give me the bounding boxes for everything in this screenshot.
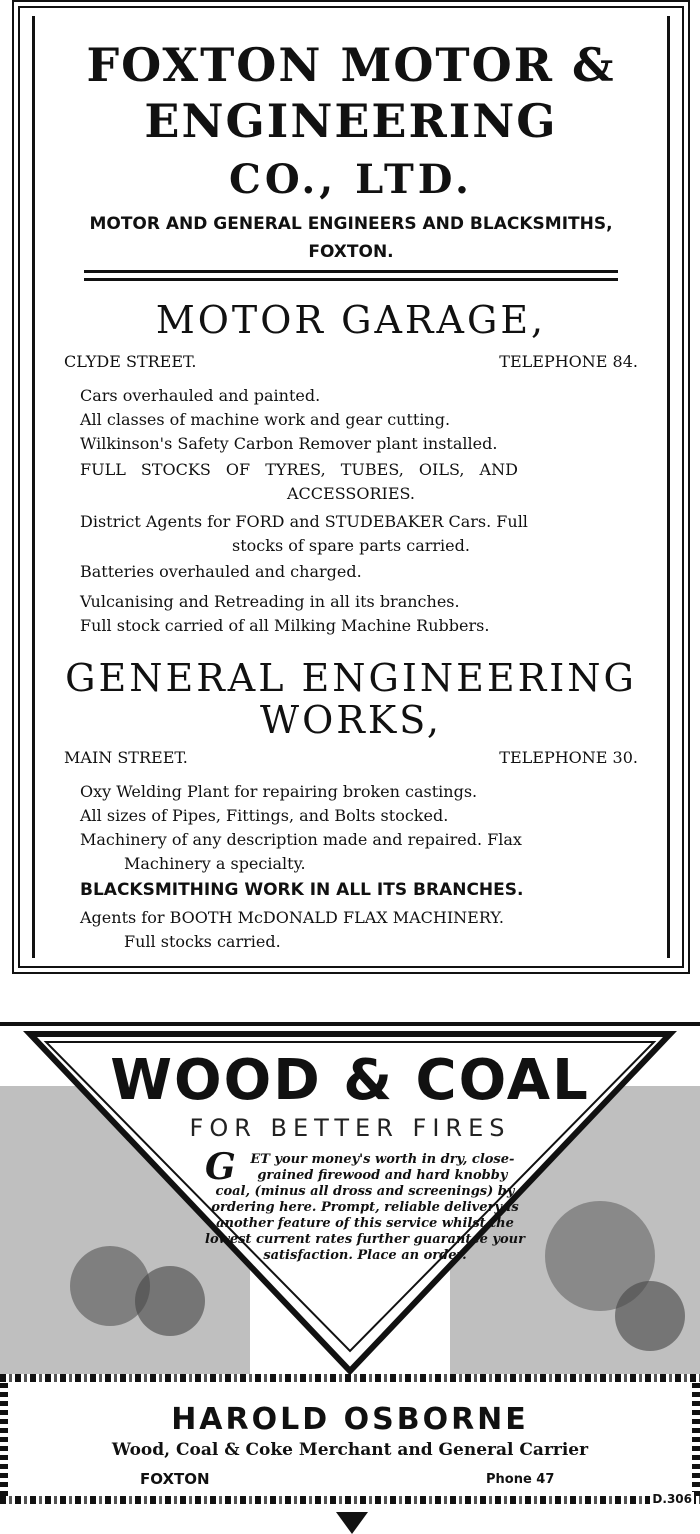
wood-coal-body-text: ET your money's worth in dry, close-grained firewood and hard knobby coal, (minus all dross and screenings) by ordering here. Prompt, reliable delivery is another feature of this service whilst the lowest current rates further guarantee your satisfaction. Place an order. — [205, 1152, 525, 1263]
garage-line: Vulcanising and Retreading in all its branches. — [80, 592, 460, 611]
works-street: MAIN STREET. — [64, 748, 188, 767]
garage-line: Cars overhauled and painted. — [80, 386, 321, 405]
garage-line: All classes of machine work and gear cutting. — [80, 410, 451, 429]
garage-telephone: TELEPHONE 84. — [499, 352, 638, 371]
merchant-name: HAROLD OSBORNE — [171, 1402, 529, 1437]
garage-line: Full stock carried of all Milking Machine Rubbers. — [80, 616, 490, 635]
decorative-band — [0, 1496, 700, 1504]
works-heading-line1: GENERAL ENGINEERING — [65, 656, 637, 700]
merchant-place: FOXTON — [140, 1470, 210, 1488]
motor-engineering-ad — [18, 6, 684, 968]
works-line: Machinery of any description made and repaired. Flax — [80, 830, 522, 849]
wood-coal-body — [205, 1146, 525, 1264]
divider — [84, 270, 618, 273]
garage-address-row — [64, 352, 638, 371]
ad-title-line3: CO., LTD. — [229, 156, 473, 203]
garage-heading: MOTOR GARAGE, — [155, 298, 547, 342]
ad-title-line2: ENGINEERING — [144, 94, 558, 148]
ad-subtitle-line2: FOXTON. — [308, 242, 394, 262]
garage-line: Wilkinson's Safety Carbon Remover plant installed. — [80, 434, 498, 453]
garage-street: CLYDE STREET. — [64, 352, 197, 371]
decorative-side — [692, 1382, 700, 1496]
works-line: All sizes of Pipes, Fittings, and Bolts stocked. — [80, 806, 449, 825]
wood-coal-ad — [0, 1022, 700, 1506]
merchant-description: Wood, Coal & Coke Merchant and General Carrier — [111, 1440, 589, 1460]
garage-line: stocks of spare parts carried. — [232, 536, 470, 555]
garage-line: District Agents for FORD and STUDEBAKER Cars. Full — [80, 512, 528, 531]
ad-subtitle-line1: MOTOR AND GENERAL ENGINEERS AND BLACKSMITHS, — [89, 214, 613, 234]
divider — [84, 278, 618, 281]
garage-line: Batteries overhauled and charged. — [80, 562, 362, 581]
ad-code: D.306 — [652, 1492, 692, 1506]
works-heading-line2: WORKS, — [260, 698, 442, 742]
merchant-phone: Phone 47 — [486, 1472, 555, 1487]
garage-line: FULL STOCKS OF TYRES, TUBES, OILS, AND — [80, 460, 518, 479]
works-line: Full stocks carried. — [124, 932, 281, 951]
garage-line: ACCESSORIES. — [287, 484, 415, 503]
wood-coal-subtitle: FOR BETTER FIRES — [189, 1114, 511, 1142]
decorative-band — [0, 1374, 700, 1382]
ad-title-line1: FOXTON MOTOR & — [86, 38, 616, 92]
works-line: Oxy Welding Plant for repairing broken castings. — [80, 782, 478, 801]
works-address-row — [64, 748, 638, 767]
works-telephone: TELEPHONE 30. — [499, 748, 638, 767]
drop-cap: G — [205, 1146, 236, 1188]
works-line: Agents for BOOTH McDONALD FLAX MACHINERY. — [80, 908, 504, 927]
decorative-side — [0, 1382, 8, 1496]
works-blacksmithing: BLACKSMITHING WORK IN ALL ITS BRANCHES. — [80, 880, 524, 900]
works-line: Machinery a specialty. — [124, 854, 306, 873]
wood-coal-title: WOOD & COAL — [110, 1048, 590, 1113]
